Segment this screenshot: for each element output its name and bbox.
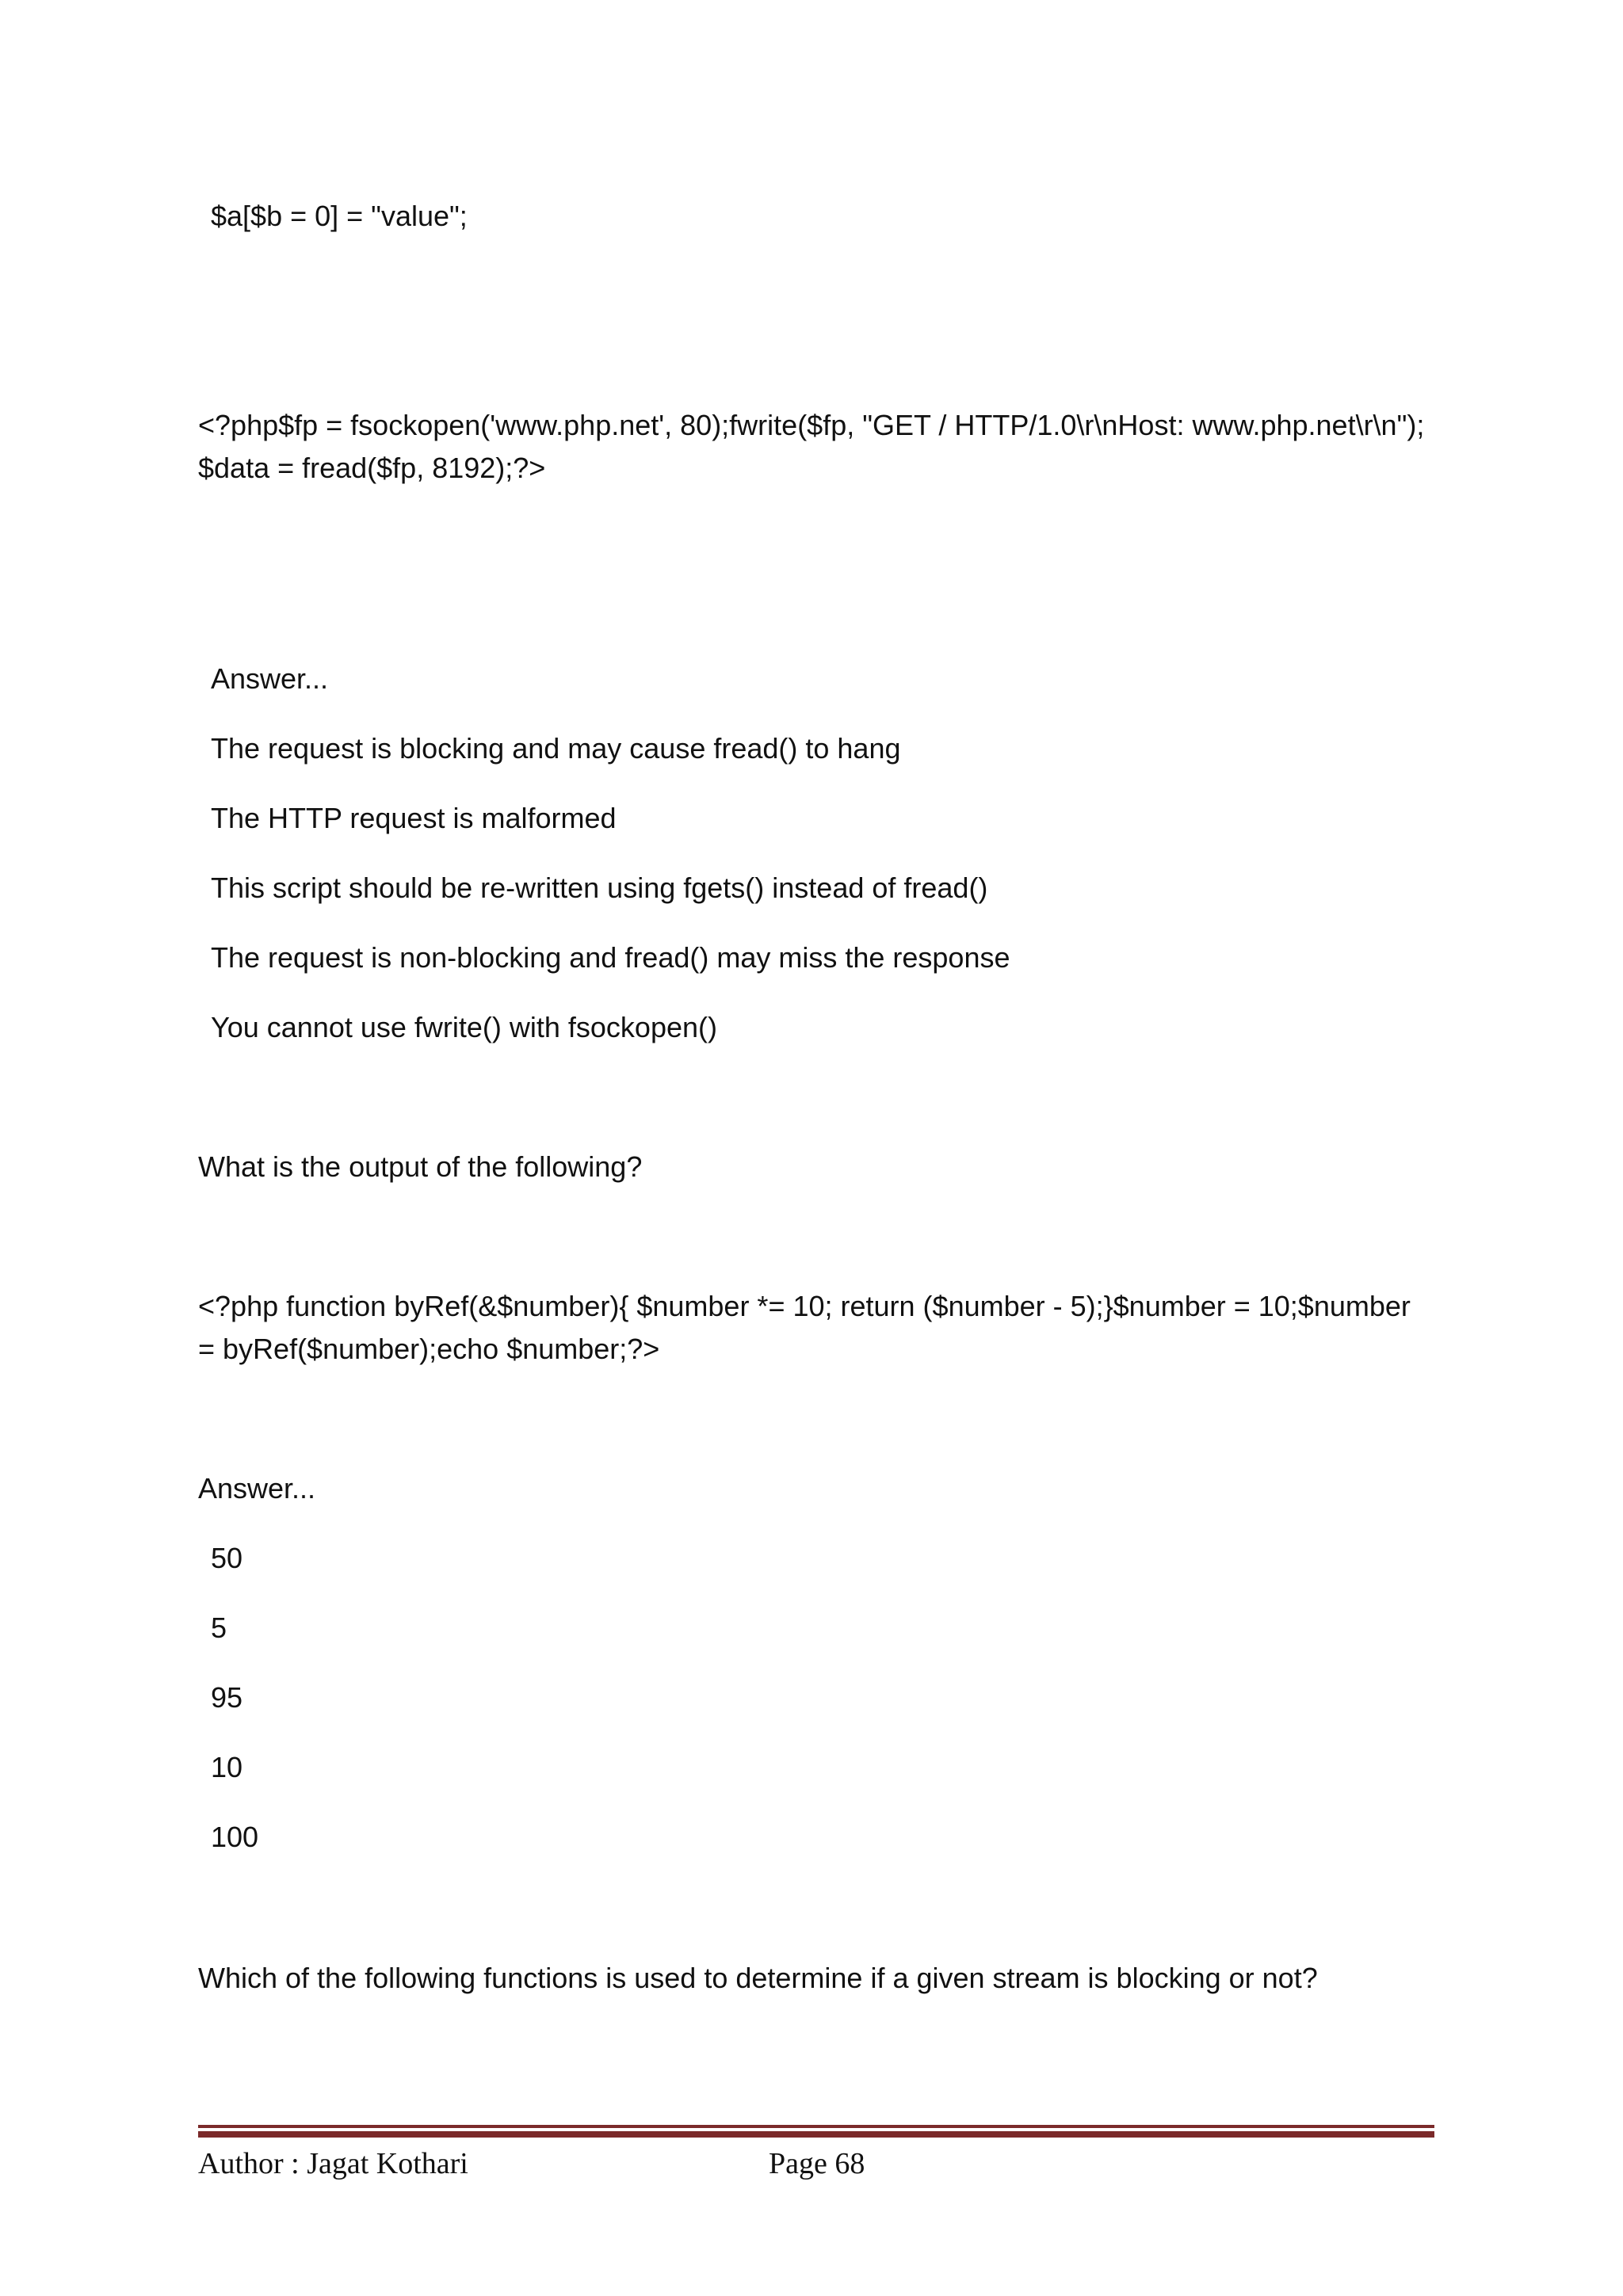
footer-divider <box>198 2131 1434 2138</box>
answer-label: Answer... <box>198 1472 316 1505</box>
question-text: What is the output of the following? <box>198 1150 643 1183</box>
answer-option: 100 <box>211 1821 259 1853</box>
answer-option: This script should be re-written using fgets() instead of fread() <box>211 871 988 904</box>
question-text: Which of the following functions is used to determine if a given stream is blocking or not? <box>198 1962 1318 1994</box>
code-block: <?php function byRef(&$number){ $number *= 10; return ($number - 5);}$number = 10;$number = byRef($number);echo $number;?> <box>198 1290 1411 1365</box>
answer-option: 5 <box>211 1611 227 1644</box>
answer-option: 50 <box>211 1542 243 1574</box>
code-block: <?php$fp = fsockopen('www.php.net', 80);fwrite($fp, "GET / HTTP/1.0\r\nHost: www.php.net\r\n"); $data = fread($fp, 8192);?> <box>198 409 1425 484</box>
answer-label: Answer... <box>211 662 329 695</box>
answer-option: The request is non-blocking and fread() may miss the response <box>211 941 1010 974</box>
answer-option: The request is blocking and may cause fread() to hang <box>211 732 901 765</box>
code-line: $a[$b = 0] = "value"; <box>211 200 468 232</box>
footer-page-number: Page 68 <box>769 2147 865 2180</box>
footer-divider <box>198 2125 1434 2128</box>
footer-author: Author : Jagat Kothari <box>198 2147 468 2180</box>
answer-option: 95 <box>211 1681 243 1714</box>
answer-option: 10 <box>211 1751 243 1783</box>
answer-option: You cannot use fwrite() with fsockopen() <box>211 1011 717 1043</box>
answer-option: The HTTP request is malformed <box>211 802 617 834</box>
